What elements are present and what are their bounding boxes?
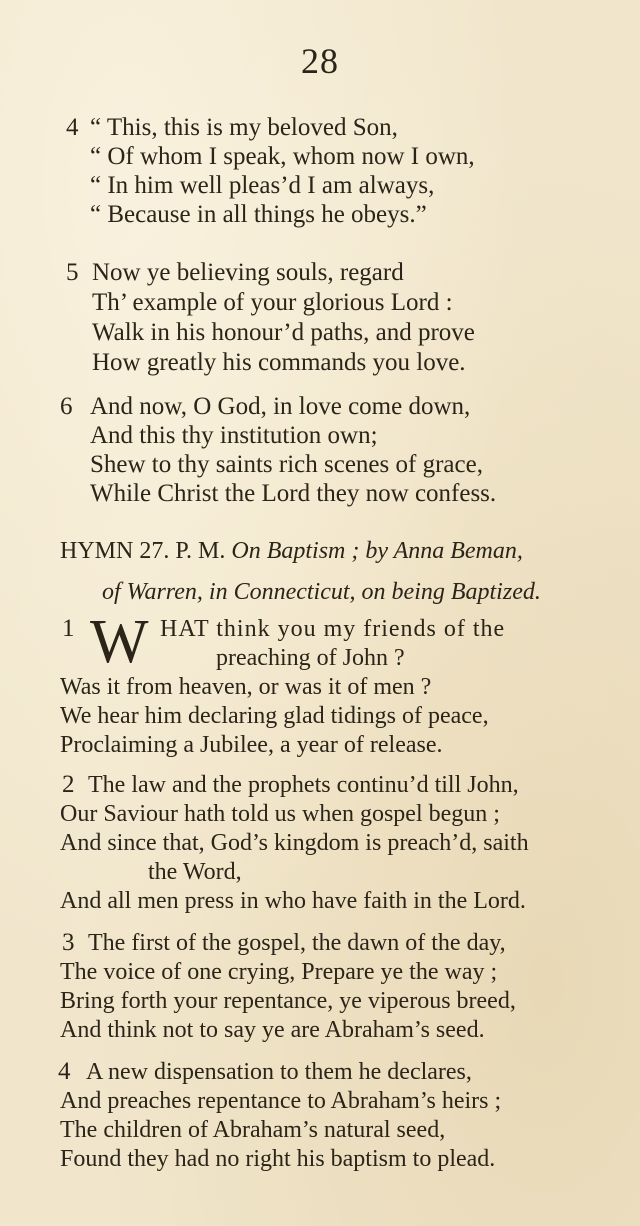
stanza2-line-3: And since that, God’s kingdom is preach’d, saith: [60, 830, 529, 856]
stanza1-line-2: preaching of John ?: [216, 645, 405, 671]
verse4-line-4: “ Because in all things he obeys.”: [90, 201, 427, 228]
stanza4-line-3: The children of Abraham’s natural seed,: [60, 1117, 446, 1143]
stanza1-line-1: HAT think you my friends of the: [160, 616, 506, 642]
stanza3-line-2: The voice of one crying, Prepare ye the way ;: [60, 959, 498, 985]
drop-cap: W: [90, 608, 149, 676]
stanza-number-1: 1: [62, 615, 75, 642]
hymn-label: HYMN 27. P. M.: [60, 538, 226, 564]
stanza2-line-1: The law and the prophets continu’d till John,: [88, 772, 519, 798]
stanza3-line-1: The first of the gospel, the dawn of the day,: [88, 930, 506, 956]
stanza4-line-2: And preaches repentance to Abraham’s heirs ;: [60, 1088, 502, 1114]
stanza2-line-5: And all men press in who have faith in the Lord.: [60, 888, 526, 914]
stanza4-line-4: Found they had no right his baptism to plead.: [60, 1146, 496, 1172]
stanza-number-2: 2: [62, 771, 75, 798]
stanza1-line-4: We hear him declaring glad tidings of peace,: [60, 703, 489, 729]
verse5-line-1: Now ye believing souls, regard: [92, 259, 404, 286]
hymn-heading: [60, 536, 523, 566]
verse-number-6: 6: [60, 393, 73, 420]
verse4-line-1: “ This, this is my beloved Son,: [90, 114, 398, 141]
page-number: 28: [301, 41, 339, 81]
stanza2-line-4: the Word,: [148, 859, 242, 885]
verse-number-4: 4: [66, 114, 79, 141]
stanza2-line-2: Our Saviour hath told us when gospel begun ;: [60, 801, 500, 827]
stanza4-line-1: A new dispensation to them he declares,: [86, 1059, 472, 1085]
stanza-number-4: 4: [58, 1058, 71, 1085]
verse4-line-3: “ In him well pleas’d I am always,: [90, 172, 435, 199]
hymn-title-line-1: On Baptism ; by Anna Beman,: [231, 538, 523, 564]
verse6-line-1: And now, O God, in love come down,: [90, 393, 471, 420]
verse6-line-3: Shew to thy saints rich scenes of grace,: [90, 451, 483, 478]
hymn-subtitle: [102, 577, 541, 607]
stanza1-line-3: Was it from heaven, or was it of men ?: [60, 674, 432, 700]
verse6-line-2: And this thy institution own;: [90, 422, 378, 449]
verse5-line-4: How greatly his commands you love.: [92, 349, 466, 376]
stanza-number-3: 3: [62, 929, 75, 956]
hymn-title-line-2: of Warren, in Connecticut, on being Baptized.: [102, 579, 541, 605]
stanza1-line-5: Proclaiming a Jubilee, a year of release.: [60, 732, 443, 758]
verse6-line-4: While Christ the Lord they now confess.: [90, 480, 497, 507]
stanza3-line-4: And think not to say ye are Abraham’s seed.: [60, 1017, 485, 1043]
verse5-line-2: Th’ example of your glorious Lord :: [92, 289, 453, 316]
verse4-line-2: “ Of whom I speak, whom now I own,: [90, 143, 475, 170]
verse5-line-3: Walk in his honour’d paths, and prove: [92, 319, 475, 346]
stanza3-line-3: Bring forth your repentance, ye viperous breed,: [60, 988, 516, 1014]
verse-number-5: 5: [66, 259, 79, 286]
